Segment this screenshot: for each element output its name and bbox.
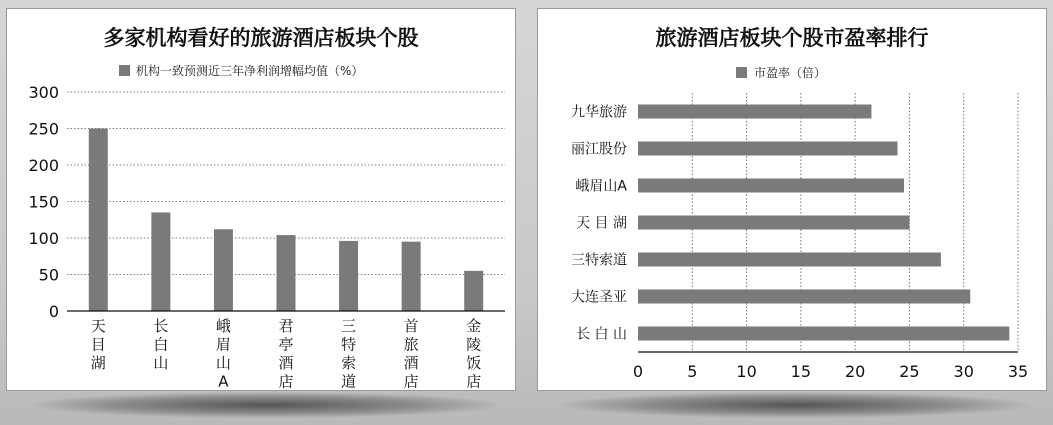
right-y-category-label: 丽江股份 bbox=[571, 141, 627, 158]
right-y-category-label: 大连圣亚 bbox=[571, 289, 627, 306]
left-chart-title: 多家机构看好的旅游酒店板块个股 bbox=[103, 26, 419, 50]
left-x-category-label: 峨眉山 A bbox=[215, 317, 231, 390]
left-y-tick-label: 100 bbox=[28, 229, 59, 248]
left-legend-label: 机构一致预测近三年净利润增幅均值（%） bbox=[136, 64, 364, 78]
left-x-category-label: 君亭酒店 bbox=[278, 317, 294, 390]
right-chart-title: 旅游酒店板块个股市盈率排行 bbox=[655, 26, 929, 50]
right-y-category-label: 天 目 湖 bbox=[576, 215, 627, 232]
right-x-tick-label: 15 bbox=[790, 362, 812, 381]
left-chart-panel bbox=[6, 8, 516, 391]
right-x-tick-label: 0 bbox=[632, 362, 644, 381]
left-x-category-label: 金陵饭店 bbox=[466, 317, 482, 390]
left-bar bbox=[464, 271, 483, 311]
left-panel-shadow bbox=[30, 392, 500, 418]
left-bar bbox=[339, 241, 358, 311]
left-x-category-label: 三特索道 bbox=[341, 317, 357, 390]
right-legend-label: 市盈率（倍） bbox=[754, 66, 827, 80]
left-y-tick-label: 0 bbox=[48, 302, 59, 321]
right-x-tick-label: 5 bbox=[687, 362, 698, 381]
right-x-tick-label: 25 bbox=[899, 362, 920, 381]
right-bar bbox=[638, 179, 904, 193]
left-bar bbox=[89, 129, 108, 312]
left-x-category-label: 首旅酒店 bbox=[403, 317, 419, 390]
left-bar bbox=[277, 235, 296, 311]
right-y-category-label: 长 白 山 bbox=[576, 326, 627, 343]
left-bar bbox=[151, 212, 170, 311]
left-legend-swatch bbox=[119, 65, 130, 76]
right-x-tick-label: 10 bbox=[736, 362, 757, 381]
right-chart-panel bbox=[537, 8, 1047, 391]
right-x-tick-label: 35 bbox=[1007, 362, 1029, 381]
left-y-tick-label: 250 bbox=[28, 119, 59, 139]
left-y-tick-label: 150 bbox=[28, 192, 59, 212]
left-bar bbox=[214, 229, 233, 311]
right-chart bbox=[538, 9, 1046, 390]
right-y-category-label: 九华旅游 bbox=[571, 104, 627, 121]
left-y-tick-label: 50 bbox=[38, 265, 59, 285]
right-bar bbox=[638, 253, 941, 267]
right-x-tick-label: 20 bbox=[844, 362, 866, 381]
left-bar bbox=[402, 242, 421, 311]
right-legend-swatch bbox=[736, 67, 747, 78]
right-bar bbox=[638, 105, 871, 119]
left-chart bbox=[7, 9, 515, 390]
right-bar bbox=[638, 327, 1009, 341]
left-x-category-label: 天目湖 bbox=[90, 317, 106, 372]
right-bar bbox=[638, 216, 909, 230]
left-y-tick-label: 300 bbox=[28, 83, 59, 102]
right-x-tick-label: 30 bbox=[953, 362, 974, 381]
right-panel-shadow bbox=[560, 392, 1030, 418]
left-x-category-label: 长白山 bbox=[153, 317, 169, 372]
right-y-category-label: 三特索道 bbox=[571, 252, 627, 269]
right-bar bbox=[638, 290, 970, 304]
left-y-tick-label: 200 bbox=[28, 156, 59, 175]
right-y-category-label: 峨眉山A bbox=[575, 178, 627, 195]
right-bar bbox=[638, 142, 897, 156]
